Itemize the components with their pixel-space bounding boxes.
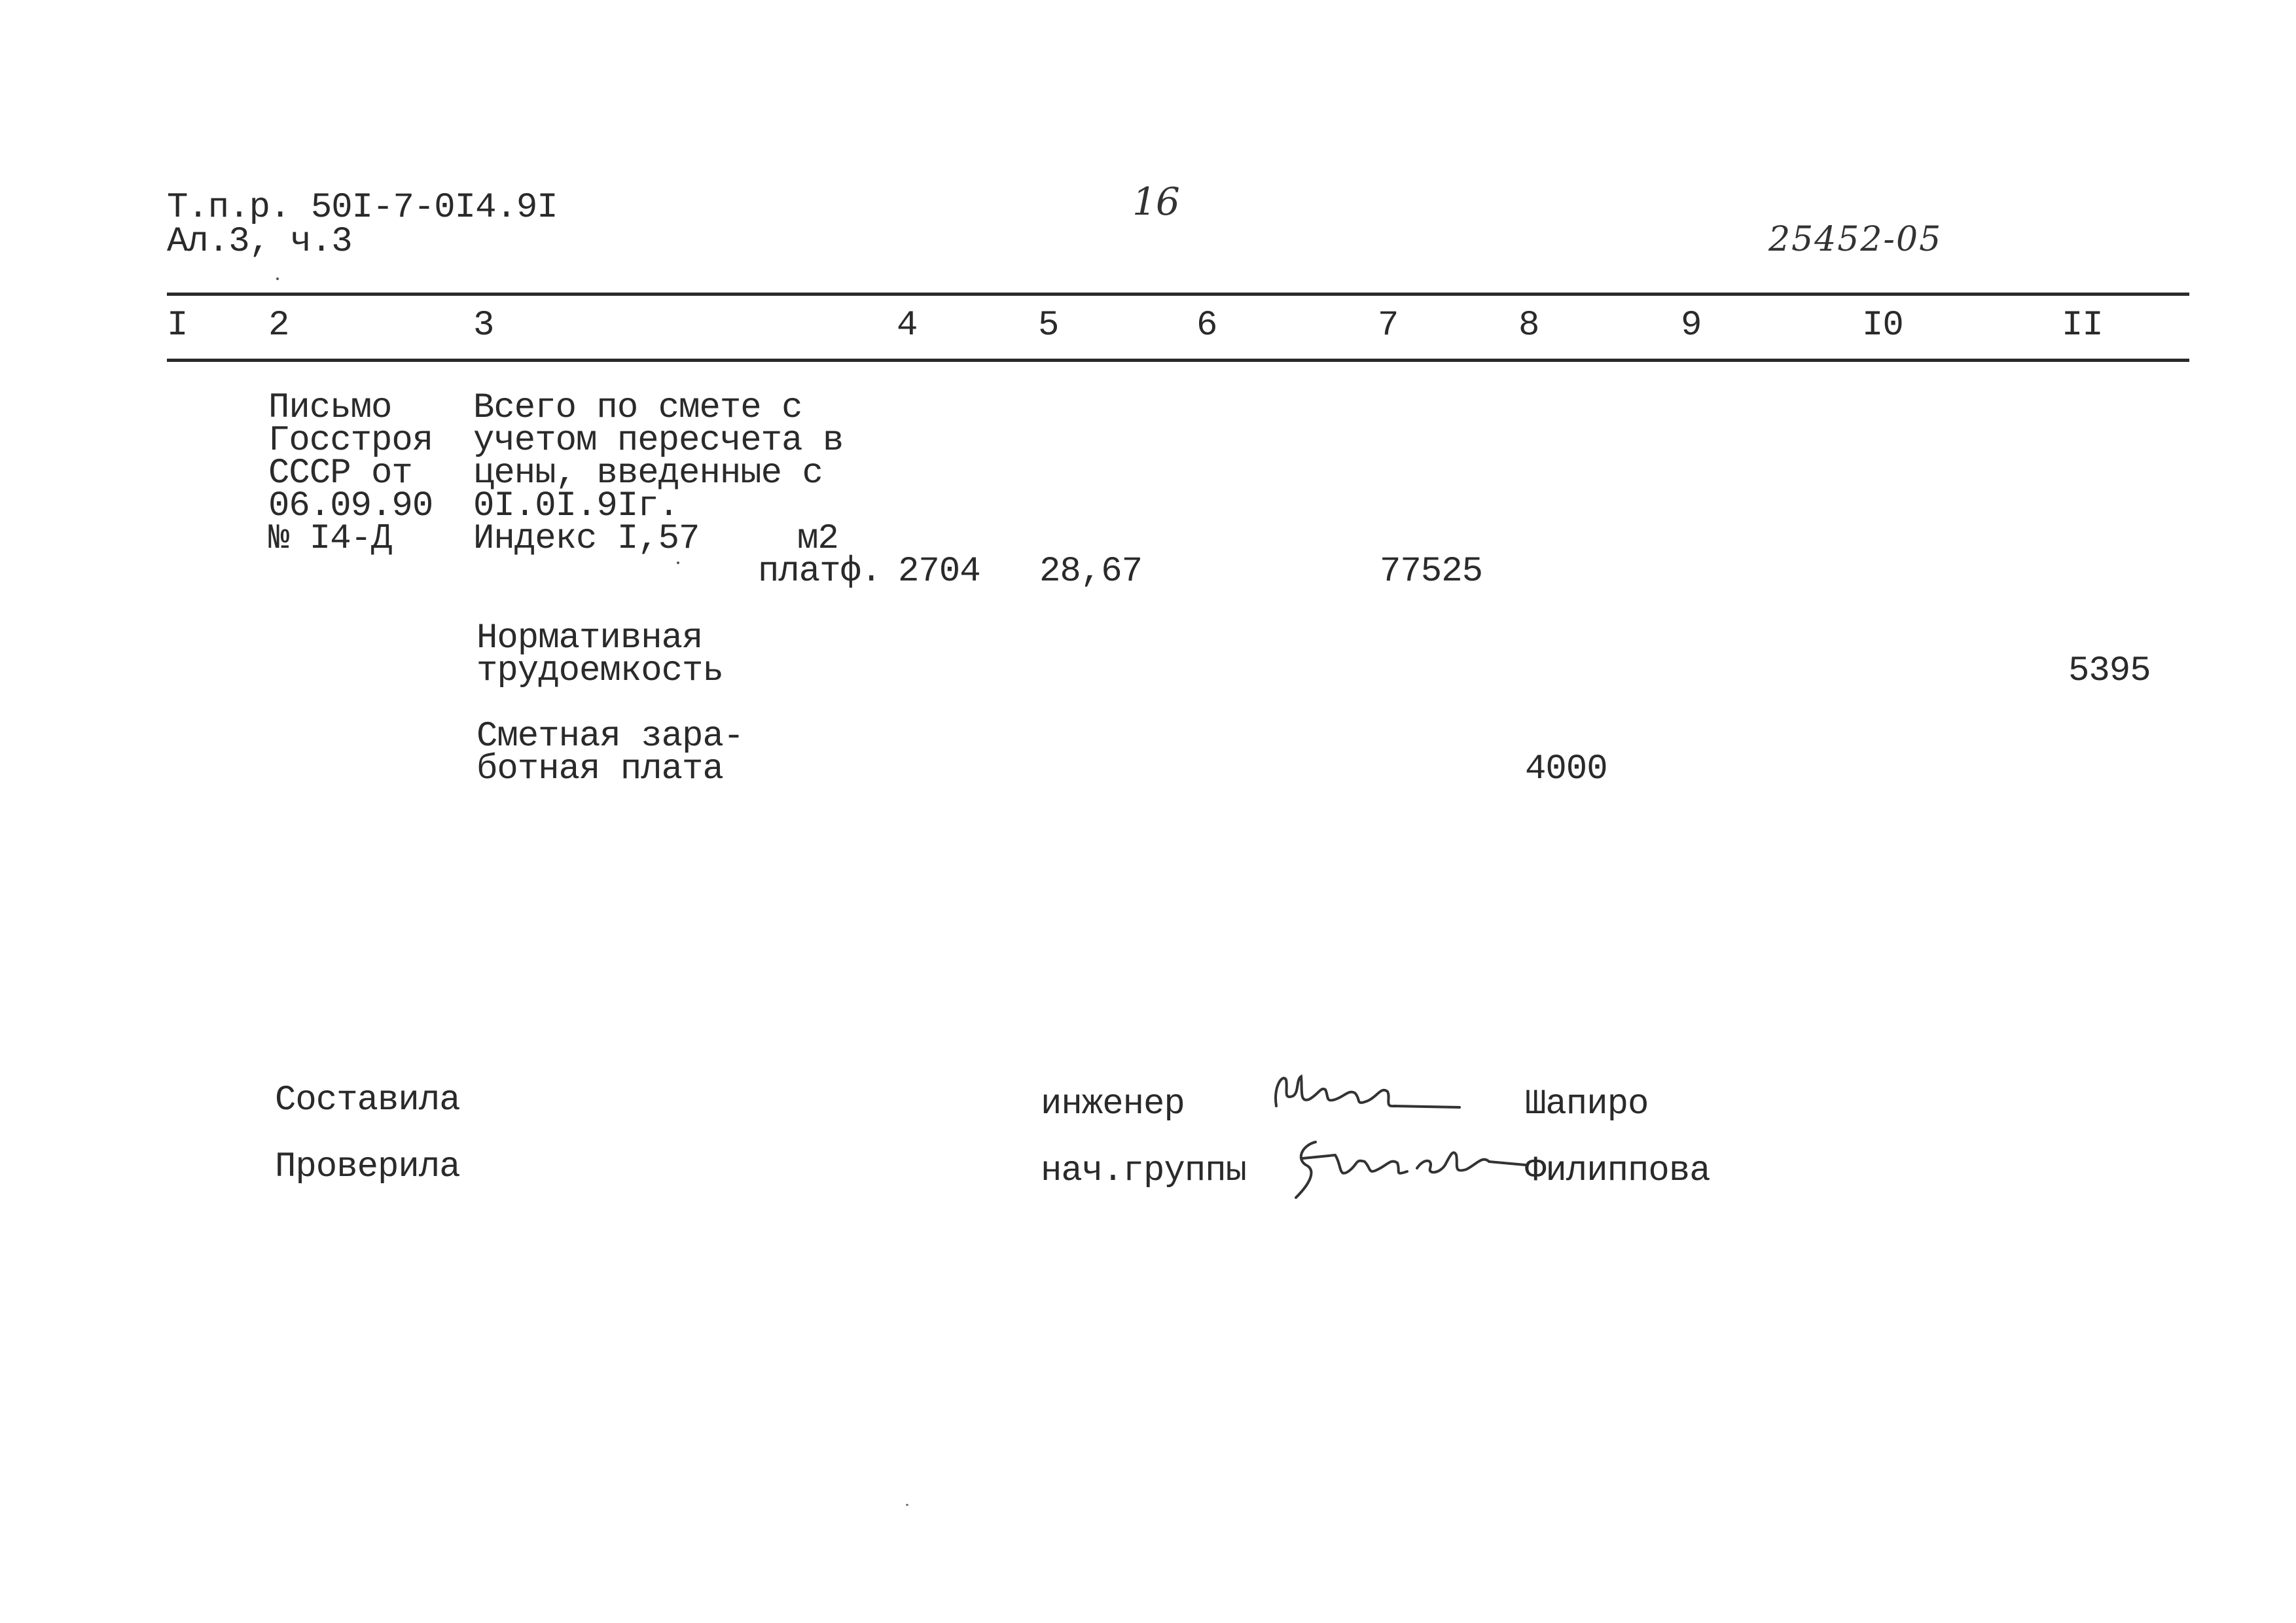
total-cost-value: 77525: [1380, 552, 1483, 592]
column-header: I: [167, 306, 188, 346]
checked-by-position: нач.группы: [1041, 1151, 1247, 1191]
column-header: 9: [1681, 306, 1702, 346]
speck: [906, 1504, 908, 1506]
total-description-line: Индекс I,57: [473, 519, 700, 559]
compiled-by-position: инженер: [1041, 1084, 1185, 1124]
page-number: 16: [1132, 179, 1179, 224]
wage-value: 4000: [1525, 749, 1607, 789]
total-description-line: Всего по смете с: [473, 388, 802, 428]
table-top-rule: [167, 293, 2189, 296]
speck: [276, 277, 279, 280]
unit-line: м2: [797, 519, 838, 559]
basis-line: № I4-Д: [268, 519, 392, 559]
unit-line: платф.: [758, 552, 882, 592]
wage-label-line: ботная плата: [476, 749, 723, 789]
labor-label-line: трудоемкость: [476, 651, 723, 691]
basis-line: Письмо: [268, 388, 392, 428]
unit-cost-value: 28,67: [1039, 552, 1143, 592]
document-code: Т.п.р. 50I-7-0I4.9I: [167, 188, 558, 228]
compiled-signature: [1263, 1060, 1473, 1126]
compiled-by-name: Шапиро: [1525, 1084, 1649, 1124]
speck: [677, 562, 679, 564]
total-description-line: цены, введенные с: [473, 454, 823, 493]
column-header: 8: [1518, 306, 1539, 346]
table-header-bottom-rule: [167, 359, 2189, 362]
basis-line: 06.09.90: [268, 486, 433, 526]
column-header: 4: [897, 306, 918, 346]
archive-number: 25452-05: [1768, 220, 1943, 259]
document-part: Ал.3, ч.3: [167, 222, 352, 262]
quantity-value: 2704: [898, 552, 980, 592]
column-header: 3: [473, 306, 494, 346]
total-description-line: учетом пересчета в: [473, 421, 844, 461]
wage-label-line: Сметная зара-: [476, 717, 744, 757]
column-header: 5: [1038, 306, 1059, 346]
basis-line: СССР от: [268, 454, 412, 493]
checked-by-label: Проверила: [275, 1147, 460, 1187]
checked-by-name: Филиппова: [1525, 1151, 1710, 1191]
basis-line: Госстроя: [268, 421, 433, 461]
column-header: II: [2062, 306, 2103, 346]
column-header: 2: [268, 306, 289, 346]
column-header: 7: [1378, 306, 1399, 346]
checked-signature: [1276, 1129, 1532, 1207]
column-header: I0: [1862, 306, 1903, 346]
compiled-by-label: Составила: [275, 1080, 460, 1120]
labor-value: 5395: [2068, 651, 2151, 691]
labor-label-line: Нормативная: [476, 618, 703, 658]
column-header: 6: [1196, 306, 1217, 346]
total-description-line: 0I.0I.9Iг.: [473, 486, 679, 526]
